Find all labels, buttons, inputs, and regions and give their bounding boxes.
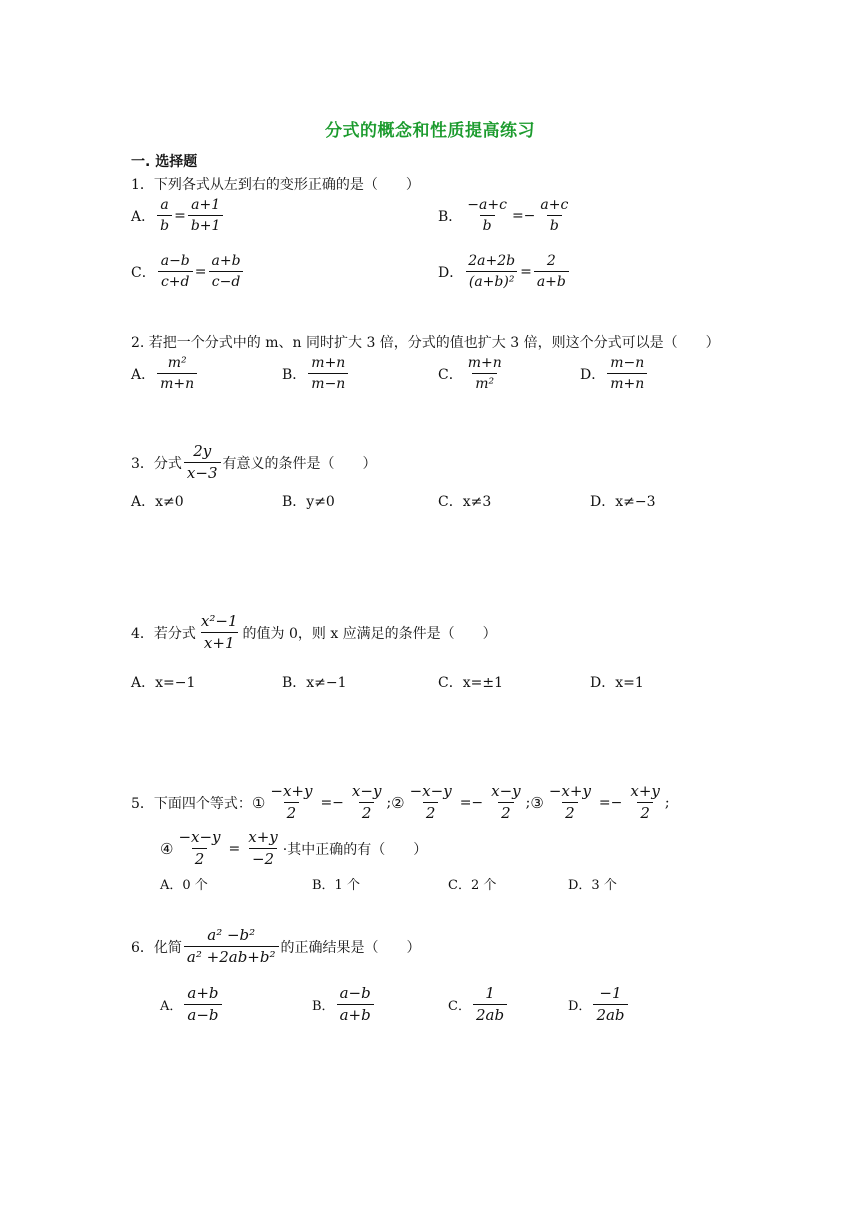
equals-sign: = bbox=[194, 263, 207, 280]
equals-sign: = bbox=[520, 263, 532, 280]
question-4-stem: 4．若分式 $\frac{\text{x²−1}}{x+1}$ 的值为 0，则 x 应满足的条件是（ ） bbox=[131, 612, 497, 652]
q3-option-a[interactable]: A．x≠0 bbox=[131, 494, 184, 510]
option-fraction: $\frac{m-n}{m+n}$ bbox=[607, 356, 647, 391]
q5-option-c[interactable]: C．2 个 bbox=[448, 878, 497, 893]
q3-option-b[interactable]: B．y≠0 bbox=[282, 494, 335, 510]
q4-option-a[interactable]: A．x=−1 bbox=[131, 675, 196, 691]
option-fraction: $\frac{a-b}{a+b}$ bbox=[337, 986, 374, 1023]
fraction-left: $\frac{a}{b}$ bbox=[157, 198, 172, 233]
q5-option-b[interactable]: B．1 个 bbox=[312, 878, 360, 893]
option-fraction: $\frac{1}{2ab}$ bbox=[473, 986, 507, 1023]
question-5-stem-line2 bbox=[160, 830, 427, 867]
q2-option-d[interactable] bbox=[580, 356, 649, 391]
page-title: 分式的概念和性质提高练习 bbox=[325, 121, 535, 141]
option-label: C． bbox=[448, 999, 471, 1014]
option-label: C． bbox=[131, 264, 156, 281]
q4-option-d[interactable]: D．x=1 bbox=[590, 675, 644, 691]
question-3-stem: 3．分式 $\frac{2y}{x-3}$ 有意义的条件是（ ） bbox=[131, 442, 377, 482]
option-label: B． bbox=[438, 208, 463, 225]
option-fraction: $\frac{\text{m²}}{m+n}$ bbox=[157, 356, 197, 391]
question-1-stem: 1．下列各式从左到右的变形正确的是（ ） bbox=[131, 177, 420, 193]
option-label: A． bbox=[131, 366, 156, 383]
fraction-right: $\frac{2}{a+b}$ bbox=[534, 254, 569, 289]
q1-option-a[interactable] bbox=[131, 198, 225, 233]
q6-option-a[interactable] bbox=[160, 986, 224, 1023]
equation-4: ④ $\frac{-x-y}{2}$ = $\frac{x+y}{-2}$ ·其中正确的有（ ） bbox=[160, 828, 428, 868]
equation-1: ① $\frac{-x+y}{2}$ =− $\frac{x-y}{2}$ ; bbox=[251, 782, 392, 822]
option-fraction: $\frac{-1}{2ab}$ bbox=[593, 986, 627, 1023]
q3-option-d[interactable]: D．x≠−3 bbox=[590, 494, 656, 510]
equals-sign: = bbox=[174, 207, 186, 224]
option-label: A． bbox=[160, 999, 183, 1014]
option-label: A． bbox=[131, 208, 156, 225]
fraction-right: $\frac{a+b}{c-d}$ bbox=[209, 254, 244, 289]
option-label: B． bbox=[312, 999, 335, 1014]
option-fraction: $\frac{a+b}{a-b}$ bbox=[184, 986, 221, 1023]
question-6-stem: 6．化简 $\frac{\text{a² −b²}}{\text{a² +2ab+b²}}$ 的正确结果是（ ） bbox=[131, 926, 421, 966]
option-label: D． bbox=[568, 999, 592, 1014]
q3-option-c[interactable]: C．x≠3 bbox=[438, 494, 492, 510]
q5-option-a[interactable]: A．0 个 bbox=[160, 878, 208, 893]
option-label: B． bbox=[282, 366, 307, 383]
q4-option-b[interactable]: B．x≠−1 bbox=[282, 675, 347, 691]
q1-option-c[interactable] bbox=[131, 254, 246, 289]
fraction-left: $\frac{-a+c}{b}$ bbox=[467, 197, 507, 234]
option-label: C． bbox=[438, 366, 463, 383]
q2-option-c[interactable] bbox=[438, 356, 507, 391]
equation-3: ③ $\frac{-x+y}{2}$ =− $\frac{x+y}{2}$ ; bbox=[530, 782, 670, 822]
question-fraction: $\frac{\text{x²−1}}{x+1}$ bbox=[200, 612, 238, 652]
option-fraction: $\frac{m+n}{\text{m²}}$ bbox=[467, 355, 502, 392]
equation-2: ② $\frac{-x-y}{2}$ =− $\frac{x-y}{2}$ ; bbox=[391, 782, 531, 822]
q2-option-b[interactable] bbox=[282, 356, 350, 391]
q1-option-d[interactable] bbox=[438, 254, 571, 289]
fraction-left: $\frac{a-b}{c+d}$ bbox=[158, 254, 193, 289]
question-fraction: $\frac{\text{a² −b²}}{\text{a² +2ab+b²}}$ bbox=[184, 928, 279, 965]
option-fraction: $\frac{m+n}{m-n}$ bbox=[308, 356, 348, 391]
q2-option-a[interactable] bbox=[131, 356, 199, 391]
question-fraction: $\frac{2y}{x-3}$ bbox=[184, 444, 221, 481]
fraction-left: $\frac{2a+2b}{\text{(a+b)²}}$ bbox=[465, 254, 518, 289]
q6-option-c[interactable] bbox=[448, 986, 509, 1023]
question-2-stem: 2. 若把一个分式中的 m、n 同时扩大 3 倍，分式的值也扩大 3 倍，则这个分式可以是（ ） bbox=[131, 335, 720, 351]
fraction-right: $\frac{a+c}{b}$ bbox=[540, 197, 569, 234]
question-5-stem: 5．下面四个等式： ① $\frac{-x+y}{2}$ =− $\frac{x-y}{2}$ ; ② $\frac{-x-y}{2}$ =− $\frac{x-y}{2}$ ; ③ $\frac{-x+y}{2}$ =− $\frac{x+y}{2}$ ; bbox=[131, 782, 670, 822]
q4-option-c[interactable]: C．x=±1 bbox=[438, 675, 503, 691]
equals-sign: =− bbox=[511, 207, 536, 224]
section-heading: 一. 选择题 bbox=[131, 154, 198, 170]
q6-option-d[interactable] bbox=[568, 986, 630, 1023]
q6-option-b[interactable] bbox=[312, 986, 376, 1023]
option-label: D． bbox=[580, 366, 606, 383]
q1-option-b[interactable] bbox=[438, 198, 573, 233]
q5-option-d[interactable]: D．3 个 bbox=[568, 878, 617, 893]
option-label: D． bbox=[438, 264, 464, 281]
fraction-right: $\frac{a+1}{b+1}$ bbox=[188, 198, 224, 233]
